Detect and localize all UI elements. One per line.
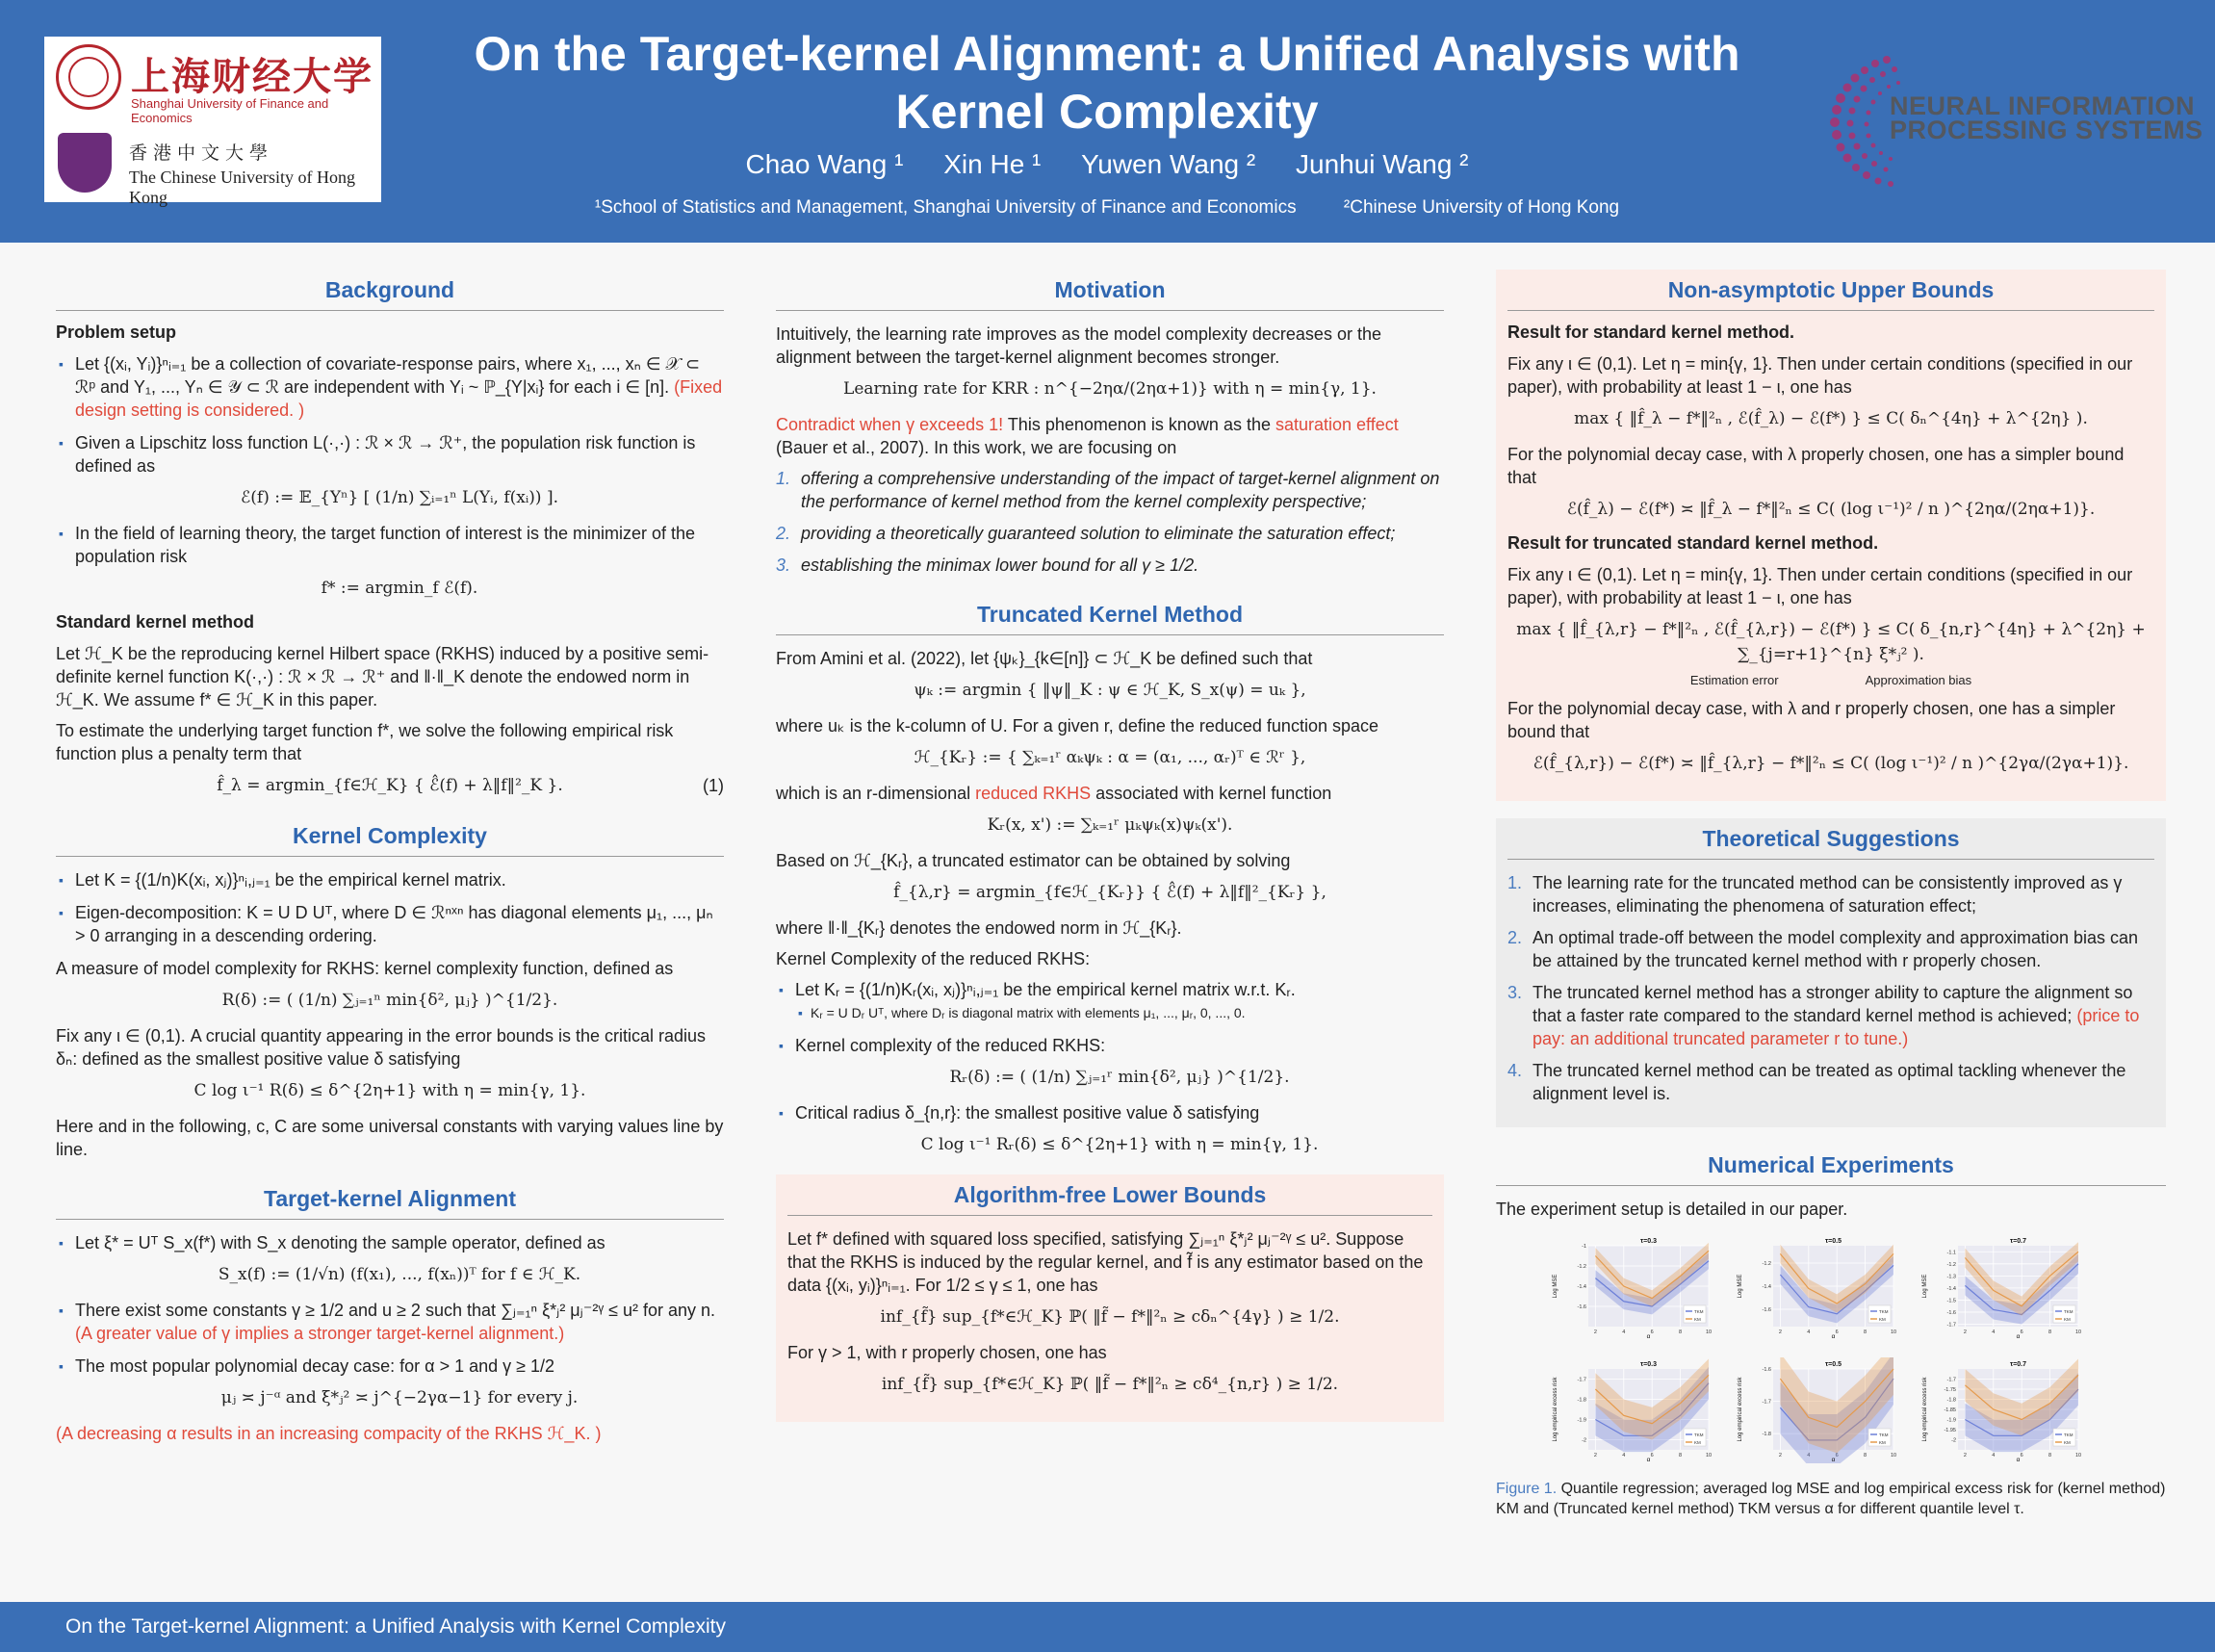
list-item: ▪ Kernel complexity of the reduced RKHS: Rᵣ(δ) := ( (1/n) ∑ⱼ₌₁ʳ min{δ², μⱼ} )^{1/2}. [776, 1034, 1444, 1090]
paragraph: For the polynomial decay case, with λ and r properly chosen, one has a simpler bound that [1507, 699, 2116, 741]
cuhk-name-en: The Chinese University of Hong Kong [129, 168, 355, 207]
column-middle [776, 270, 1444, 1439]
section-title: Motivation [776, 270, 1444, 311]
equation: max { ‖f̂_λ − f*‖²ₙ , ℰ(f̂_λ) − ℰ(f*) } ≤ C( δₙ^{4η} + λ^{2η} ). [1574, 409, 2088, 428]
x-tick-label: 8 [2048, 1329, 2052, 1335]
affiliation: ¹School of Statistics and Management, Shanghai University of Finance and Economics [594, 197, 1297, 218]
x-tick-label: 2 [1963, 1329, 1967, 1335]
equation: C log ι⁻¹ R(δ) ≤ δ^{2η+1} with η = min{γ, 1}. [193, 1081, 586, 1100]
equation: Learning rate for KRR : n^{−2ηα/(2ηα+1)} with η = min{γ, 1}. [843, 379, 1377, 399]
poster-title: On the Target-kernel Alignment: a Unified Analysis with Kernel Complexity [474, 27, 1740, 139]
list-item: 4. The truncated kernel method can be treated as optimal tackling whenever the alignment level is. [1507, 1061, 2126, 1103]
plot-svg [1735, 1357, 1898, 1463]
equation: ψₖ := argmin { ‖ψ‖_K : ψ ∈ ℋ_K, S_x(ψ) = uₖ }, [914, 681, 1306, 700]
legend-label: TKM [1694, 1433, 1704, 1437]
x-tick-label: 6 [1650, 1329, 1654, 1335]
y-tick-label: -1.7 [1577, 1377, 1586, 1383]
legend-label: TKM [2064, 1309, 2073, 1314]
list-item: ▪ Let {(xᵢ, Yᵢ)}ⁿᵢ₌₁ be a collection of covariate-response pairs, where x₁, ..., xₙ ∈ 𝒳 ⊂ ℛᵖ and Y₁, ..., Yₙ ∈ 𝒴 ⊂ ℛ are independent with Yᵢ ~ ℙ_{Y|xᵢ} for each i ∈ [n]. (Fixed design setting is considered. ) [56, 352, 724, 422]
legend-label: TKM [1879, 1309, 1889, 1314]
y-tick-label: -1.8 [1946, 1397, 1956, 1404]
equation: Rᵣ(δ) := ( (1/n) ∑ⱼ₌₁ʳ min{δ², μⱼ} )^{1/2}. [949, 1068, 1290, 1087]
section-title: Truncated Kernel Method [776, 594, 1444, 635]
author: Yuwen Wang ² [1081, 149, 1256, 179]
y-tick-label: -1.7 [1946, 1377, 1956, 1383]
column-right [1496, 270, 2166, 1536]
list-item: ▪ Let K = {(1/n)K(xᵢ, xⱼ)}ⁿᵢ,ⱼ₌₁ be the empirical kernel matrix. [56, 868, 724, 891]
y-tick-label: -1.4 [1946, 1285, 1956, 1292]
x-tick-label: 8 [2048, 1453, 2052, 1458]
x-tick-label: 4 [1807, 1453, 1811, 1458]
plot-panel [1919, 1234, 2083, 1340]
x-tick-label: 4 [1622, 1329, 1626, 1335]
x-axis-label: α [1831, 1333, 1836, 1340]
equation: max { ‖f̂_{λ,r} − f*‖²ₙ , ℰ(f̂_{λ,r}) − ℰ(f*) } ≤ C( δ_{n,r}^{4η} + λ^{2η} + ∑_{j=r+1}^{n} ξ*ⱼ² ). [1516, 620, 2146, 664]
y-tick-label: -2 [1951, 1437, 1956, 1444]
list-item: ▪ In the field of learning theory, the target function of interest is the minimizer of the population risk f* := argmin_f ℰ(f). [56, 522, 724, 601]
list-item: ▪ Let Kᵣ = {(1/n)Kᵣ(xᵢ, xⱼ)}ⁿᵢ,ⱼ₌₁ be the empirical kernel matrix w.r.t. Kᵣ. ▪ Kᵣ = U Dᵣ Uᵀ, where Dᵣ is diagonal matrix with elements μ₁, ..., μᵣ, 0, ..., 0. [776, 978, 1444, 1024]
cuhk-name-cn: 香港中文大學 [129, 142, 274, 164]
subsection-title: Result for standard kernel method. [1507, 323, 1795, 342]
x-tick-label: 2 [1593, 1329, 1597, 1335]
x-tick-label: 8 [1679, 1453, 1683, 1458]
x-tick-label: 10 [1890, 1453, 1897, 1458]
x-tick-label: 6 [2020, 1329, 2023, 1335]
brace-label: Approximation bias [1865, 673, 1972, 687]
y-tick-label: -1.95 [1944, 1428, 1956, 1433]
y-axis-label: Log MSE [1553, 1274, 1558, 1299]
chart-title: τ=0.3 [1640, 1238, 1657, 1245]
equation: R(δ) := ( (1/n) ∑ⱼ₌₁ⁿ min{δ², μⱼ} )^{1/2}. [221, 991, 558, 1010]
list-item: ▪ The most popular polynomial decay case: for α > 1 and γ ≥ 1/2 μⱼ ≍ j⁻ᵅ and ξ*ⱼ² ≍ j^{−2γα−1} for every j. [56, 1355, 724, 1410]
plot-panel [1550, 1234, 1713, 1340]
author: Junhui Wang ² [1296, 149, 1469, 179]
y-axis-label: Log MSE [1738, 1274, 1743, 1299]
university-logos [44, 37, 381, 207]
subsection-title: Result for truncated standard kernel method. [1507, 533, 1879, 553]
paragraph: Contradict when γ exceeds 1! This phenomenon is known as the saturation effect (Bauer et al., 2007). In this work, we are focusing on [776, 415, 1399, 457]
plot-svg [1735, 1234, 1898, 1340]
plot-svg [1919, 1357, 2083, 1463]
plot-svg [1919, 1234, 2083, 1340]
section-motivation [776, 270, 1444, 577]
plot-panel [1550, 1357, 1713, 1463]
section-title: Non-asymptotic Upper Bounds [1507, 270, 2154, 311]
paragraph: To estimate the underlying target function f*, we solve the following empirical risk function plus a penalty term that [56, 721, 674, 763]
chart-title: τ=0.5 [1825, 1238, 1842, 1245]
y-tick-label: -1.8 [1577, 1397, 1586, 1404]
equation-number: (1) [703, 776, 724, 795]
figure-caption: Figure 1. Quantile regression; averaged log MSE and log empirical excess risk for (kernel method) KM and (Truncated kernel method) TKM versus α for different quantile level τ. [1496, 1481, 2166, 1517]
legend-label: KM [2064, 1440, 2071, 1445]
chart-title: τ=0.7 [2010, 1361, 2026, 1368]
equation: Kᵣ(x, x') := ∑ₖ₌₁ʳ μₖψₖ(x)ψₖ(x'). [987, 815, 1233, 835]
legend-label: TKM [1879, 1433, 1889, 1437]
equation: inf_{f̃} sup_{f*∈ℋ_K} ℙ( ‖f̃ − f*‖²ₙ ≥ cδ⁴_{n,r} ) ≥ 1/2. [881, 1375, 1339, 1394]
list-item: 3. establishing the minimax lower bound for all γ ≥ 1/2. [776, 555, 1199, 575]
sufe-seal-icon [56, 44, 121, 110]
subsection-title: Standard kernel method [56, 612, 255, 632]
y-tick-label: -1.7 [1762, 1399, 1771, 1406]
x-tick-label: 6 [1835, 1329, 1839, 1335]
equation: C log ι⁻¹ Rᵣ(δ) ≤ δ^{2η+1} with η = min{γ, 1}. [920, 1135, 1319, 1154]
equation: inf_{f̃} sup_{f*∈ℋ_K} ℙ( ‖f̃ − f*‖²ₙ ≥ cδₙ^{4γ} ) ≥ 1/2. [880, 1307, 1340, 1327]
x-tick-label: 10 [1705, 1329, 1713, 1335]
y-tick-label: -1.4 [1577, 1284, 1586, 1290]
plot-panel [1735, 1234, 1898, 1340]
section-title: Algorithm-free Lower Bounds [787, 1174, 1432, 1216]
chart-title: τ=0.3 [1640, 1361, 1657, 1368]
x-tick-label: 2 [1593, 1453, 1597, 1458]
list-item: 2. An optimal trade-off between the model complexity and approximation bias can be attained by the truncated kernel method with r properly chosen. [1507, 928, 2139, 970]
x-tick-label: 8 [1679, 1329, 1683, 1335]
paragraph: Here and in the following, c, C are some universal constants with varying values line by line. [56, 1117, 724, 1159]
bullet-list [56, 868, 724, 947]
y-axis-label: Log empirical excess risk [1738, 1377, 1743, 1442]
list-item: ▪ Eigen-decomposition: K = U D Uᵀ, where D ∈ ℛⁿˣⁿ has diagonal elements μ₁, ..., μₙ > 0 arranging in a descending ordering. [56, 901, 724, 947]
list-item: 1. The learning rate for the truncated method can be consistently improved as γ increases, eliminating the phenomena of saturation effect; [1507, 873, 2123, 916]
paragraph: Let f* defined with squared loss specified, satisfying ∑ⱼ₌₁ⁿ ξ*ⱼ² μⱼ⁻²ᵞ ≤ u². Suppose that the RKHS is induced by the regular kernel, and f̃ is any estimator based on the data {(xᵢ, yᵢ)}ⁿᵢ₌₁. For 1/2 ≤ γ ≤ 1, one has [787, 1229, 1424, 1295]
paragraph: Based on ℋ_{Kᵣ}, a truncated estimator can be obtained by solving [776, 851, 1291, 870]
affiliation: ²Chinese University of Hong Kong [1343, 197, 1620, 218]
paragraph: where ‖·‖_{Kᵣ} denotes the endowed norm in ℋ_{Kᵣ}. [776, 918, 1182, 938]
list-item: 1. offering a comprehensive understanding of the impact of target-kernel alignment on the performance of kernel method from the kernel complexity perspective; [776, 469, 1440, 511]
section-theoretical-suggestions [1496, 818, 2166, 1127]
equation: ℰ(f) := 𝔼_{Yⁿ} [ (1/n) ∑ᵢ₌₁ⁿ L(Yᵢ, f(xᵢ)) ]. [240, 488, 558, 507]
x-tick-label: 4 [1807, 1329, 1811, 1335]
y-tick-label: -1.4 [1762, 1284, 1771, 1290]
equation: ℰ(f̂_{λ,r}) − ℰ(f*) ≍ ‖f̂_{λ,r} − f*‖²ₙ ≤ C( (log ι⁻¹)² / n )^{2γα/(2γα+1)}. [1532, 754, 2129, 773]
paragraph: A measure of model complexity for RKHS: kernel complexity function, defined as [56, 959, 674, 978]
section-title: Kernel Complexity [56, 815, 724, 857]
affiliations [385, 197, 1829, 219]
y-tick-label: -1.7 [1946, 1322, 1956, 1329]
x-axis-label: α [2016, 1333, 2021, 1340]
x-tick-label: 4 [1992, 1453, 1996, 1458]
y-axis-label: Log empirical excess risk [1922, 1377, 1928, 1442]
y-axis-label: Log MSE [1922, 1274, 1928, 1299]
section-upper-bounds [1496, 270, 2166, 801]
list-item: ▪ Given a Lipschitz loss function L(·,·) : ℛ × ℛ → ℛ⁺, the population risk function is defined as ℰ(f) := 𝔼_{Yⁿ} [ (1/n) ∑ᵢ₌₁ⁿ L(Yᵢ, f(xᵢ)) ]. [56, 431, 724, 510]
x-tick-label: 8 [1864, 1329, 1867, 1335]
y-tick-label: -1.6 [1762, 1367, 1771, 1373]
section-lower-bounds [776, 1174, 1444, 1422]
y-tick-label: -1.2 [1946, 1261, 1956, 1268]
legend-label: TKM [2064, 1433, 2073, 1437]
list-item: ▪ Let ξ* = Uᵀ S_x(f*) with S_x denoting the sample operator, defined as S_x(f) := (1/√n) (f(x₁), ..., f(xₙ))ᵀ for f ∈ ℋ_K. [56, 1231, 724, 1287]
paragraph: For γ > 1, with r properly chosen, one has [787, 1343, 1107, 1362]
author: Xin He ¹ [943, 149, 1042, 179]
section-title: Numerical Experiments [1496, 1145, 2166, 1186]
paragraph: Fix any ι ∈ (0,1). Let η = min{γ, 1}. Then under certain conditions (specified in our paper), with probability at least 1 − ι, one has [1507, 354, 2133, 397]
numbered-list [776, 467, 1444, 577]
paragraph: Let ℋ_K be the reproducing kernel Hilbert space (RKHS) induced by a positive semi-definite kernel function K(·,·) : ℛ × ℛ → ℛ⁺ and ‖·‖_K denote the endowed norm in ℋ_K. We assume f* ∈ ℋ_K in this paper. [56, 644, 709, 710]
section-truncated-kernel [776, 594, 1444, 1157]
x-tick-label: 4 [1622, 1453, 1626, 1458]
subsection-title: Problem setup [56, 323, 177, 342]
y-tick-label: -1.2 [1762, 1261, 1771, 1267]
x-tick-label: 6 [1835, 1453, 1839, 1458]
list-item: 2. providing a theoretically guaranteed solution to eliminate the saturation effect; [776, 524, 1396, 543]
legend-label: KM [1879, 1317, 1886, 1322]
paragraph: which is an r-dimensional reduced RKHS associated with kernel function [776, 784, 1332, 803]
section-title: Target-kernel Alignment [56, 1178, 724, 1220]
y-tick-label: -1.75 [1944, 1387, 1956, 1393]
list-item: 3. The truncated kernel method has a stronger ability to capture the alignment so that a faster rate compared to the standard kernel method is achieved; (price to pay: an additional truncated parameter r to tune.) [1507, 983, 2140, 1048]
plot-svg [1550, 1234, 1713, 1340]
x-tick-label: 4 [1992, 1329, 1996, 1335]
equation: ℰ(f̂_λ) − ℰ(f*) ≍ ‖f̂_λ − f*‖²ₙ ≤ C( (log ι⁻¹)² / n )^{2ηα/(2ηα+1)}. [1566, 500, 2096, 519]
x-tick-label: 2 [1778, 1453, 1782, 1458]
x-tick-label: 6 [1650, 1453, 1654, 1458]
section-background [56, 270, 724, 798]
y-tick-label: -1.85 [1944, 1407, 1956, 1413]
footer-banner: On the Target-kernel Alignment: a Unified Analysis with Kernel Complexity [0, 1602, 2215, 1652]
sufe-name-cn: 上海财经大学 [131, 54, 373, 99]
plot-panel [1919, 1357, 2083, 1463]
cuhk-crest-icon [58, 133, 112, 193]
y-tick-label: -1.6 [1577, 1304, 1586, 1310]
y-tick-label: -1.9 [1946, 1417, 1956, 1424]
x-tick-label: 10 [2074, 1453, 2082, 1458]
y-tick-label: -1.6 [1946, 1309, 1956, 1316]
legend-label: KM [2064, 1317, 2071, 1322]
y-tick-label: -1.5 [1946, 1298, 1956, 1304]
paragraph: Fix any ι ∈ (0,1). A crucial quantity appearing in the error bounds is the critical radius δₙ: defined as the smallest positive value δ satisfying [56, 1026, 706, 1069]
section-title: Background [56, 270, 724, 311]
y-tick-label: -1.8 [1762, 1432, 1771, 1438]
section-numerical-experiments [1496, 1145, 2166, 1519]
paragraph: Intuitively, the learning rate improves as the model complexity decreases or the alignment between the target-kernel alignment becomes stronger. [776, 324, 1381, 367]
x-tick-label: 10 [1705, 1453, 1713, 1458]
list-item: ▪ Critical radius δ_{n,r}: the smallest positive value δ satisfying C log ι⁻¹ Rᵣ(δ) ≤ δ^{2η+1} with η = min{γ, 1}. [776, 1101, 1444, 1157]
x-tick-label: 6 [2020, 1453, 2023, 1458]
y-tick-label: -1.3 [1946, 1274, 1956, 1280]
figure-grid [1550, 1234, 2166, 1463]
header-banner [0, 0, 2215, 243]
section-target-kernel-alignment [56, 1178, 724, 1445]
equation: f̂_{λ,r} = argmin_{f∈ℋ_{Kᵣ}} { ℰ̂(f) + λ‖f‖²_{Kᵣ} }, [893, 883, 1326, 902]
brace-label: Estimation error [1689, 673, 1779, 687]
equation: f̂_λ = argmin_{f∈ℋ_K} { ℰ̂(f) + λ‖f‖²_K }. (1) [56, 773, 724, 798]
legend-label: KM [1879, 1440, 1886, 1445]
x-axis-label: α [1646, 1457, 1651, 1463]
legend-label: TKM [1694, 1309, 1704, 1314]
x-tick-label: 10 [1890, 1329, 1897, 1335]
equation: f* := argmin_f ℰ(f). [321, 579, 478, 598]
bullet-list [56, 352, 724, 601]
author: Chao Wang ¹ [745, 149, 904, 179]
legend-label: KM [1694, 1317, 1701, 1322]
legend-label: KM [1694, 1440, 1701, 1445]
column-left [56, 270, 724, 1462]
paragraph: where uₖ is the k-column of U. For a given r, define the reduced function space [776, 716, 1379, 736]
x-axis-label: α [2016, 1457, 2021, 1463]
y-tick-label: -1.9 [1577, 1417, 1586, 1424]
y-tick-label: -2 [1582, 1437, 1586, 1444]
bullet-list [776, 978, 1444, 1157]
y-tick-label: -1 [1582, 1244, 1586, 1250]
y-tick-label: -1.1 [1946, 1250, 1956, 1256]
numbered-list [1507, 871, 2154, 1105]
y-axis-label: Log empirical excess risk [1553, 1377, 1558, 1442]
brace-labels [1507, 673, 2154, 687]
x-tick-label: 10 [2074, 1329, 2082, 1335]
paragraph: Fix any ι ∈ (0,1). Let η = min{γ, 1}. Then under certain conditions (specified in our paper), with probability at least 1 − ι, one has [1507, 565, 2133, 607]
y-tick-label: -1.6 [1762, 1307, 1771, 1313]
bullet-list [56, 1231, 724, 1410]
x-axis-label: α [1831, 1457, 1836, 1463]
section-kernel-complexity [56, 815, 724, 1161]
equation: μⱼ ≍ j⁻ᵅ and ξ*ⱼ² ≍ j^{−2γα−1} for every j. [220, 1388, 579, 1407]
chart-title: τ=0.5 [1825, 1361, 1842, 1368]
paragraph: The experiment setup is detailed in our paper. [1496, 1200, 1848, 1219]
sufe-name-en: Shanghai University of Finance and Economics [131, 96, 329, 125]
note: (A decreasing α results in an increasing compacity of the RKHS ℋ_K. ) [56, 1424, 602, 1443]
author-list [385, 149, 1829, 180]
equation: S_x(f) := (1/√n) (f(x₁), ..., f(xₙ))ᵀ for f ∈ ℋ_K. [218, 1265, 581, 1284]
paragraph: Kernel Complexity of the reduced RKHS: [776, 949, 1091, 968]
x-tick-label: 8 [1864, 1453, 1867, 1458]
paragraph: From Amini et al. (2022), let {ψₖ}_{k∈[n]} ⊂ ℋ_K be defined such that [776, 649, 1313, 668]
neurips-wordmark: NEURAL INFORMATION PROCESSING SYSTEMS [1890, 91, 2203, 144]
y-tick-label: -1.2 [1577, 1264, 1586, 1270]
plot-svg [1550, 1357, 1713, 1463]
sub-list-item: ▪ Kᵣ = U Dᵣ Uᵀ, where Dᵣ is diagonal matrix with elements μ₁, ..., μᵣ, 0, ..., 0. [795, 1001, 1444, 1024]
equation: ℋ_{Kᵣ} := { ∑ₖ₌₁ʳ αₖψₖ : α = (α₁, ..., αᵣ)ᵀ ∈ ℛʳ }, [914, 748, 1306, 767]
x-tick-label: 2 [1778, 1329, 1782, 1335]
list-item: ▪ There exist some constants γ ≥ 1/2 and u ≥ 2 such that ∑ⱼ₌₁ⁿ ξ*ⱼ² μⱼ⁻²ᵞ ≤ u² for any n. (A greater value of γ implies a stronger target-kernel alignment.) [56, 1299, 724, 1345]
plot-panel [1735, 1357, 1898, 1463]
paragraph: For the polynomial decay case, with λ properly chosen, one has a simpler bound that [1507, 445, 2125, 487]
x-tick-label: 2 [1963, 1453, 1967, 1458]
section-title: Theoretical Suggestions [1507, 818, 2154, 860]
x-axis-label: α [1646, 1333, 1651, 1340]
chart-title: τ=0.7 [2010, 1238, 2026, 1245]
